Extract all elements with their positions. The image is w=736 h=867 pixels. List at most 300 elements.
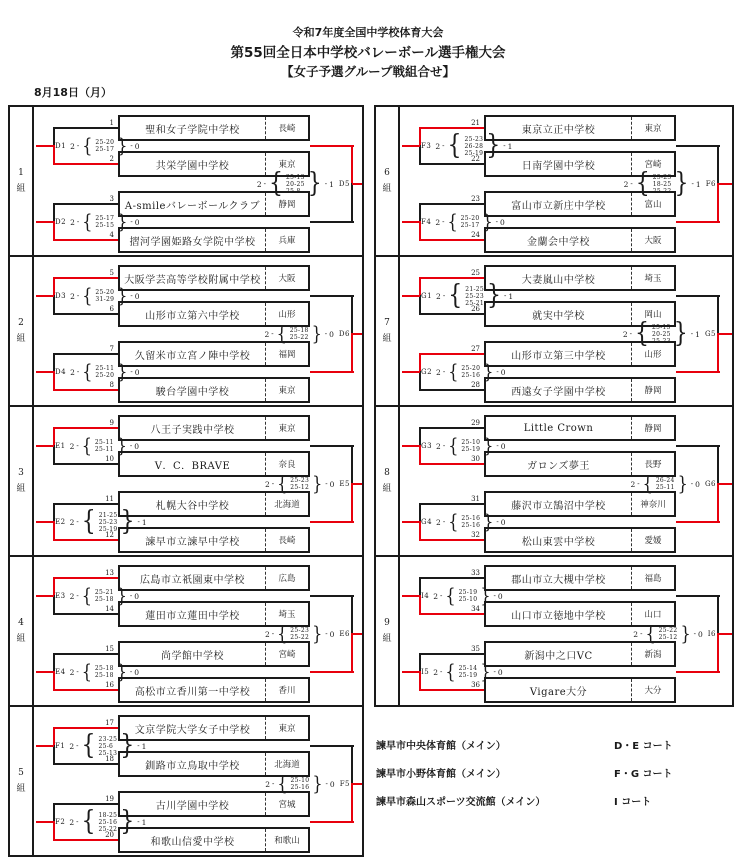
winner-line xyxy=(676,221,720,223)
match-score xyxy=(421,357,506,387)
winner-line xyxy=(351,333,353,373)
set-scores xyxy=(95,439,114,453)
venue-item xyxy=(376,791,730,819)
team-prefecture: 静岡 xyxy=(631,417,674,439)
brace-open: { xyxy=(642,471,653,495)
group-2 xyxy=(10,255,362,405)
set-score: 25-12 xyxy=(290,484,310,491)
sets-lost: 1 xyxy=(695,179,701,189)
set-score: 25-10 xyxy=(458,596,478,603)
set-score: 25-14 xyxy=(458,665,478,672)
team-prefecture: 福岡 xyxy=(265,343,308,365)
team-name: 釧路市立鳥取中学校 xyxy=(145,760,240,772)
brace-close: } xyxy=(120,805,135,838)
winner-line xyxy=(402,221,420,223)
sets-lost: 0 xyxy=(134,591,140,601)
sets-lost: 0 xyxy=(134,141,140,151)
team-box xyxy=(118,827,310,853)
set-score: 25-17 xyxy=(460,222,480,229)
brace-close: } xyxy=(483,433,494,457)
dash: - xyxy=(76,742,79,750)
team-prefecture: 長崎 xyxy=(265,529,308,551)
event-title: 令和7年度全国中学校体育大会 xyxy=(292,26,444,39)
bracket-line xyxy=(310,295,354,297)
brace-close: } xyxy=(674,167,689,200)
team-prefecture: 静岡 xyxy=(265,193,308,215)
seed-number: 2 xyxy=(109,155,114,163)
sets-lost: 0 xyxy=(329,479,335,489)
sets-won: 2 xyxy=(622,329,628,339)
group-label xyxy=(10,557,34,705)
set-scores xyxy=(652,324,671,345)
team-name: 大阪学芸高等学校附属中学校 xyxy=(124,274,261,286)
seed-number: 15 xyxy=(105,645,114,653)
team-prefecture: 東京 xyxy=(265,717,308,739)
match-code: I5 xyxy=(421,668,430,676)
dash: - xyxy=(442,142,445,150)
match-score xyxy=(55,505,147,538)
set-score: 26-24 xyxy=(655,477,675,484)
bracket-subtitle: 【女子予選グループ戦組合せ】 xyxy=(280,64,455,79)
team-box xyxy=(118,677,310,703)
seed-number: 35 xyxy=(471,645,480,653)
venue-item xyxy=(376,763,730,791)
brace-close: } xyxy=(680,621,691,645)
set-score: 25-18 xyxy=(94,596,114,603)
match-code: F1 xyxy=(55,742,66,750)
match-score xyxy=(421,279,514,312)
set-scores xyxy=(98,736,117,757)
team-box xyxy=(484,415,676,441)
winner-line xyxy=(402,595,420,597)
seed-number: 7 xyxy=(109,345,114,353)
team-name: 東京立正中学校 xyxy=(521,124,596,136)
team-name: 札幌大谷中学校 xyxy=(155,500,230,512)
team-name: 新潟中之口VC xyxy=(524,650,593,662)
winner-line xyxy=(718,183,732,185)
dash: - xyxy=(324,180,328,188)
winner-line xyxy=(310,145,354,147)
sets-won: 2 xyxy=(436,367,441,377)
set-score: 25-13 xyxy=(98,749,118,757)
set-score: 25-20 xyxy=(95,289,115,296)
tournament-title: 第55回全日本中学校バレーボール選手権大会 xyxy=(230,45,506,61)
team-prefecture: 山形 xyxy=(265,303,308,325)
team-prefecture: 奈良 xyxy=(265,453,308,475)
sets-lost: 0 xyxy=(134,441,140,451)
match-score xyxy=(55,805,147,838)
team-prefecture: 和歌山 xyxy=(265,829,308,851)
set-score: 25-13 xyxy=(285,173,305,181)
set-score: 23-25 xyxy=(98,735,118,743)
winner-line xyxy=(402,521,420,523)
team-prefecture: 長野 xyxy=(631,453,674,475)
dash: - xyxy=(324,330,328,338)
brace-close: } xyxy=(483,509,494,533)
set-score: 25-20 xyxy=(460,215,480,222)
bracket-line xyxy=(420,313,484,315)
set-score: 25-16 xyxy=(461,522,481,529)
set-score: 25-16 xyxy=(290,784,310,791)
brace-close: } xyxy=(120,729,135,762)
group-label xyxy=(376,557,400,705)
venue-court: I コート xyxy=(614,797,652,808)
seed-number: 5 xyxy=(109,269,114,277)
brace-close: } xyxy=(116,659,127,683)
dash: - xyxy=(271,780,275,788)
team-prefecture: 宮崎 xyxy=(265,643,308,665)
team-prefecture: 香川 xyxy=(265,679,308,701)
group-5 xyxy=(10,705,362,855)
team-name: 八王子実践中学校 xyxy=(150,424,235,436)
bracket-line xyxy=(717,295,719,335)
team-box xyxy=(484,677,676,703)
seed-number: 9 xyxy=(109,419,114,427)
winner-line xyxy=(420,239,484,241)
bracket-line xyxy=(54,653,118,655)
set-score: 25-19 xyxy=(458,672,478,679)
bracket-line xyxy=(676,145,720,147)
group-4 xyxy=(10,555,362,705)
seed-number: 18 xyxy=(105,755,114,763)
bracket-line xyxy=(717,145,719,185)
final-match-score xyxy=(633,619,716,649)
winner-line xyxy=(420,277,484,279)
team-name: 藤沢市立鵠沼中学校 xyxy=(511,500,606,512)
dash: - xyxy=(440,668,443,676)
team-name: 山形市立第三中学校 xyxy=(511,350,606,362)
winner-line xyxy=(676,371,720,373)
group-1 xyxy=(10,107,362,255)
team-prefecture: 静岡 xyxy=(631,379,674,401)
group-8 xyxy=(376,405,732,555)
group-number: 6 xyxy=(384,168,390,178)
brace-open: { xyxy=(447,129,462,162)
team-prefecture: 北海道 xyxy=(265,753,308,775)
match-score xyxy=(55,281,140,311)
team-prefecture: 新潟 xyxy=(631,643,674,665)
brace-open: { xyxy=(448,359,459,383)
set-score: 25-23 xyxy=(652,337,671,345)
dash: - xyxy=(493,668,496,676)
brace-open: { xyxy=(268,167,283,200)
brace-close: } xyxy=(480,583,491,607)
set-score: 18-25 xyxy=(98,811,118,819)
brace-close: } xyxy=(117,133,128,157)
dash: - xyxy=(325,480,328,488)
team-name: 富山市立新庄中学校 xyxy=(511,200,606,212)
set-score: 25-10 xyxy=(461,439,481,446)
winner-line xyxy=(36,821,54,823)
seed-number: 1 xyxy=(109,119,114,127)
dash: - xyxy=(137,518,140,526)
sets-lost: 0 xyxy=(134,667,140,677)
winner-line xyxy=(352,333,362,335)
brace-close: } xyxy=(116,433,127,457)
dash: - xyxy=(130,292,133,300)
match-score xyxy=(55,357,140,387)
team-name: 西遠女子学園中学校 xyxy=(511,386,606,398)
group-9 xyxy=(376,555,732,705)
winner-line xyxy=(717,183,719,223)
set-scores xyxy=(290,627,309,641)
brace-close: } xyxy=(483,359,494,383)
winner-line xyxy=(36,671,54,673)
winner-line xyxy=(310,821,354,823)
winner-line xyxy=(676,671,720,673)
set-score: 25-11 xyxy=(94,439,114,446)
set-score: 25-11 xyxy=(95,365,115,372)
set-score: 25-22 xyxy=(290,634,310,641)
team-name: ガロンズ夢王 xyxy=(527,460,590,472)
brace-open: { xyxy=(276,321,287,345)
match-score xyxy=(55,207,140,237)
match-code: G6 xyxy=(704,480,716,488)
brace-close: } xyxy=(312,621,323,645)
seed-number: 34 xyxy=(471,605,480,613)
brace-open: { xyxy=(277,771,288,795)
team-name: 大妻嵐山中学校 xyxy=(521,274,596,286)
dash: - xyxy=(271,480,275,488)
set-scores xyxy=(95,215,114,229)
sets-won: 2 xyxy=(70,291,75,301)
sets-won: 2 xyxy=(69,517,75,527)
brace-close: } xyxy=(312,771,323,795)
winner-line xyxy=(351,783,353,823)
sets-won: 2 xyxy=(264,479,270,489)
seed-number: 8 xyxy=(109,381,114,389)
match-code: D1 xyxy=(55,142,67,150)
match-score xyxy=(421,207,505,237)
brace-open: { xyxy=(448,509,459,533)
sets-lost: 1 xyxy=(329,179,334,189)
dash: - xyxy=(76,518,79,526)
sets-lost: 0 xyxy=(134,291,140,301)
brace-close: } xyxy=(120,505,135,538)
group-label xyxy=(376,257,400,405)
match-score xyxy=(55,657,140,687)
set-score: 31-29 xyxy=(95,296,115,303)
set-score: 25-23 xyxy=(465,292,484,300)
match-code: F4 xyxy=(421,218,432,226)
team-prefecture: 富山 xyxy=(631,193,674,215)
bracket-line xyxy=(351,445,353,485)
set-score: 25-22 xyxy=(658,627,678,634)
team-prefecture: 大阪 xyxy=(265,267,308,289)
brace-open: { xyxy=(81,729,96,762)
brace-open: { xyxy=(448,433,459,457)
set-scores xyxy=(653,174,672,195)
winner-line xyxy=(352,783,362,785)
dash: - xyxy=(129,442,133,450)
team-box xyxy=(484,527,676,553)
winner-line xyxy=(717,633,719,673)
group-6 xyxy=(376,107,732,255)
set-score: 25-16 xyxy=(98,818,118,826)
team-prefecture: 宮城 xyxy=(265,793,308,815)
winner-line xyxy=(54,427,118,429)
winner-line xyxy=(420,539,484,541)
team-name: 久留米市立宮ノ陣中学校 xyxy=(134,350,251,362)
sets-lost: 0 xyxy=(500,441,506,451)
team-prefecture: 埼玉 xyxy=(631,267,674,289)
team-prefecture: 広島 xyxy=(265,567,308,589)
dash: - xyxy=(440,592,443,600)
bracket-line xyxy=(54,463,118,465)
final-match-score xyxy=(265,769,350,799)
match-code: G2 xyxy=(421,368,433,376)
dash: - xyxy=(691,180,694,188)
bracket-line xyxy=(54,127,118,129)
winner-line xyxy=(352,633,362,635)
dash: - xyxy=(693,630,696,638)
set-scores xyxy=(659,627,678,641)
seed-number: 16 xyxy=(105,681,114,689)
team-prefecture: 東京 xyxy=(265,417,308,439)
winner-line xyxy=(54,577,118,579)
team-box xyxy=(118,227,310,253)
winner-line xyxy=(351,483,353,523)
dash: - xyxy=(442,218,445,226)
sets-lost: 0 xyxy=(695,479,700,489)
group-number: 2 xyxy=(18,318,24,328)
set-scores xyxy=(465,286,484,307)
bracket-line xyxy=(310,745,354,747)
team-name: 和歌山信愛中学校 xyxy=(150,836,235,848)
team-box xyxy=(118,377,310,403)
team-prefecture: 岡山 xyxy=(631,303,674,325)
brace-close: } xyxy=(673,317,688,350)
sets-lost: 1 xyxy=(141,817,147,827)
team-prefecture: 東京 xyxy=(265,379,308,401)
sets-won: 2 xyxy=(265,779,270,789)
seed-number: 14 xyxy=(105,605,114,613)
venue-name: 諫早市小野体育館（メイン） xyxy=(376,769,506,780)
seed-number: 10 xyxy=(105,455,114,463)
sets-lost: 0 xyxy=(500,367,506,377)
sets-lost: 0 xyxy=(134,367,140,377)
bracket-line xyxy=(676,595,720,597)
match-code: D6 xyxy=(338,330,350,338)
match-code: G1 xyxy=(421,292,433,300)
dash: - xyxy=(263,180,266,188)
bracket-line xyxy=(420,653,484,655)
winner-line xyxy=(402,145,420,147)
set-score: 25-16 xyxy=(461,515,481,522)
sets-won: 2 xyxy=(433,667,438,677)
bracket-line xyxy=(54,763,118,765)
dash: - xyxy=(495,218,499,226)
winner-line xyxy=(402,671,420,673)
bracket-line xyxy=(310,445,354,447)
set-scores xyxy=(461,515,480,529)
match-code: D4 xyxy=(55,368,67,376)
seed-number: 28 xyxy=(471,381,480,389)
winner-line xyxy=(36,221,54,223)
match-score xyxy=(421,129,513,162)
set-score: 25-18 xyxy=(289,327,309,334)
set-score: 25-21 xyxy=(94,589,114,596)
final-match-score xyxy=(264,319,350,349)
sets-lost: 0 xyxy=(497,667,503,677)
group-3 xyxy=(10,405,362,555)
final-match-score xyxy=(630,469,716,499)
team-prefecture: 北海道 xyxy=(265,493,308,515)
winner-line xyxy=(352,183,362,185)
bracket-line xyxy=(420,577,484,579)
winner-line xyxy=(352,483,362,485)
team-name: 山口市立徳地中学校 xyxy=(511,610,606,622)
dash: - xyxy=(76,142,80,150)
sets-lost: 1 xyxy=(141,517,147,527)
team-prefecture: 山形 xyxy=(631,343,674,365)
group-label xyxy=(10,107,34,255)
set-scores xyxy=(290,327,309,341)
sets-lost: 1 xyxy=(507,141,513,151)
sets-won: 2 xyxy=(69,741,75,751)
match-code: F2 xyxy=(55,818,66,826)
set-scores xyxy=(461,365,480,379)
sets-won: 2 xyxy=(433,591,438,601)
winner-line xyxy=(718,333,732,335)
team-box xyxy=(118,527,310,553)
brace-open: { xyxy=(445,659,456,683)
brace-close: } xyxy=(116,583,127,607)
seed-number: 27 xyxy=(471,345,480,353)
set-score: 25-15 xyxy=(95,222,115,229)
group-kumi: 組 xyxy=(16,184,26,194)
team-name: 郡山市立大槻中学校 xyxy=(511,574,606,586)
match-code: F6 xyxy=(705,180,716,188)
sets-lost: 0 xyxy=(500,517,506,527)
sets-won: 2 xyxy=(435,141,441,151)
dash: - xyxy=(496,442,499,450)
set-score: 25-22 xyxy=(652,187,672,195)
brace-close: } xyxy=(307,167,322,200)
team-prefecture: 埼玉 xyxy=(265,603,308,625)
team-prefecture: 大分 xyxy=(631,679,674,701)
venue-name: 諫早市中央体育館（メイン） xyxy=(376,741,506,752)
brace-open: { xyxy=(82,133,93,157)
team-prefecture: 兵庫 xyxy=(265,229,308,251)
winner-line xyxy=(717,333,719,373)
team-prefecture: 愛媛 xyxy=(631,529,674,551)
team-name: V．C．BRAVE xyxy=(154,460,231,472)
bracket-line xyxy=(54,503,118,505)
match-code: E4 xyxy=(55,668,66,676)
brace-close: } xyxy=(482,209,493,233)
bracket-line xyxy=(420,427,484,429)
bracket-column-left xyxy=(8,105,364,857)
dash: - xyxy=(76,818,79,826)
brace-close: } xyxy=(677,471,688,495)
set-score: 25-20 xyxy=(95,139,115,146)
team-box xyxy=(118,565,310,591)
match-code: G3 xyxy=(421,442,433,450)
set-score: 21-25 xyxy=(465,285,484,293)
group-number: 8 xyxy=(384,468,390,478)
match-code: F3 xyxy=(421,142,432,150)
dash: - xyxy=(76,292,80,300)
seed-number: 30 xyxy=(471,455,480,463)
team-name: 古川学園中学校 xyxy=(155,800,230,812)
seed-number: 21 xyxy=(471,119,480,127)
team-name: Little Crown xyxy=(523,422,594,434)
venue-item xyxy=(376,735,730,763)
bracket-line xyxy=(54,203,118,205)
set-scores xyxy=(464,136,483,157)
seed-number: 23 xyxy=(471,195,480,203)
